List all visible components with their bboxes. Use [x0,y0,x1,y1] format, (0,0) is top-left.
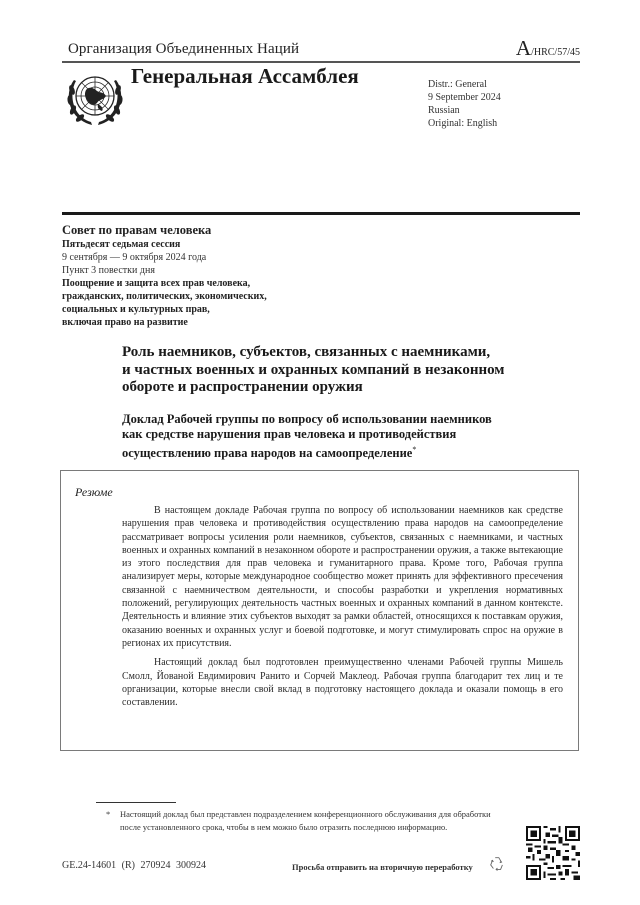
council-block [62,222,267,329]
symbol-suffix: /HRC/57/45 [531,47,580,58]
distribution-type: Distr.: General [428,79,487,90]
document-symbol [516,36,580,61]
footnote-text: Настоящий доклад был представлен подразделением конференционного обслуживания для обработки после установленного срока, чтобы в нем можно было отразить последнюю информацию. [120,809,491,832]
footnote-separator [96,802,176,803]
report-subtitle-line: Доклад Рабочей группы по вопросу об использовании наемников [122,412,492,426]
document-date: 9 September 2024 [428,92,501,103]
summary-paragraph: Настоящий доклад был подготовлен преимущественно членами Рабочей группы Мишель Смолл, Йованой Евдимирович Ранито и Сорчей Маклеод. Рабочая группа благодарит тех лиц и те организации, которые внесли свой вклад в подготовку настоящего доклада и оказали помощь в его составлении. [122,657,563,709]
report-title-line: обороте и распространении оружия [122,379,363,395]
report-title-line: и частных военных и охранных компаний в незаконном [122,361,505,378]
report-subtitle-line: осуществлению права народов на самоопределение [122,446,413,461]
symbol-prefix: A [515,36,532,60]
original-language: Original: English [428,118,498,129]
document-language: Russian [428,105,460,116]
summary-paragraph: В настоящем докладе Рабочая группа по вопросу об использовании наемников как средстве нарушения прав человека и противодействия осуществлению права народов на самоопределение рассматривает вопросы усиления роли наемников, субъектов, связанных с наемниками, и частных военных и охранных компаний в незаконном обороте и распространении оружия, а также вытекающие из этого последствия для прав человека и гуманитарного права. Кроме того, Рабочая группа анализирует меры, которые международное сообщество может принять для эффективного пресечения связанной с наемничеством деятельности, и способы разработки и укрепления нормативных положений, регулирующих деятельность частных военных и охранных компаний в данном контексте. Деятельность и влияние этих субъектов выходят за рамки областей, относящихся к поставкам оружия, оказанию военных и охранных услуг и боевой подготовке, и могут стимулировать спрос на оружие в регионах их присутствия. [122,505,563,649]
summary-text [122,504,563,709]
agenda-title-line: Поощрение и защита всех прав человека, [62,278,251,289]
footnote [106,808,512,833]
session-dates: 9 сентября — 9 октября 2024 года [62,252,207,263]
council-name: Совет по правам человека [62,223,212,237]
report-subtitle-line: как средстве нарушения прав человека и противодействия [122,427,457,441]
agenda-item: Пункт 3 повестки дня [62,265,155,276]
footnote-star: * [106,809,111,819]
report-title-line: Роль наемников, субъектов, связанных с наемниками, [122,344,491,360]
un-emblem-icon [64,66,126,128]
report-title [122,344,542,397]
session-name: Пятьдесят седьмая сессия [62,239,181,250]
qr-code-icon [526,826,580,880]
recycle-notice: Просьба отправить на вторичную переработку [292,862,473,872]
header-rule [62,61,580,63]
distribution-block [428,78,501,130]
organization-name: Организация Объединенных Наций [68,41,300,57]
recycle-icon [488,855,506,873]
body-name: Генеральная Ассамблея [131,64,359,88]
agenda-title-line: гражданских, политических, экономических, [62,291,267,302]
agenda-title-line: включая право на развитие [62,317,188,328]
report-subtitle [122,412,542,461]
summary-label: Резюме [75,485,113,499]
agenda-title-line: социальных и культурных прав, [62,304,210,315]
job-number: GE.24-14601 (R) 270924 300924 [62,860,206,871]
section-rule [62,212,580,215]
footnote-marker[interactable]: * [412,445,417,454]
